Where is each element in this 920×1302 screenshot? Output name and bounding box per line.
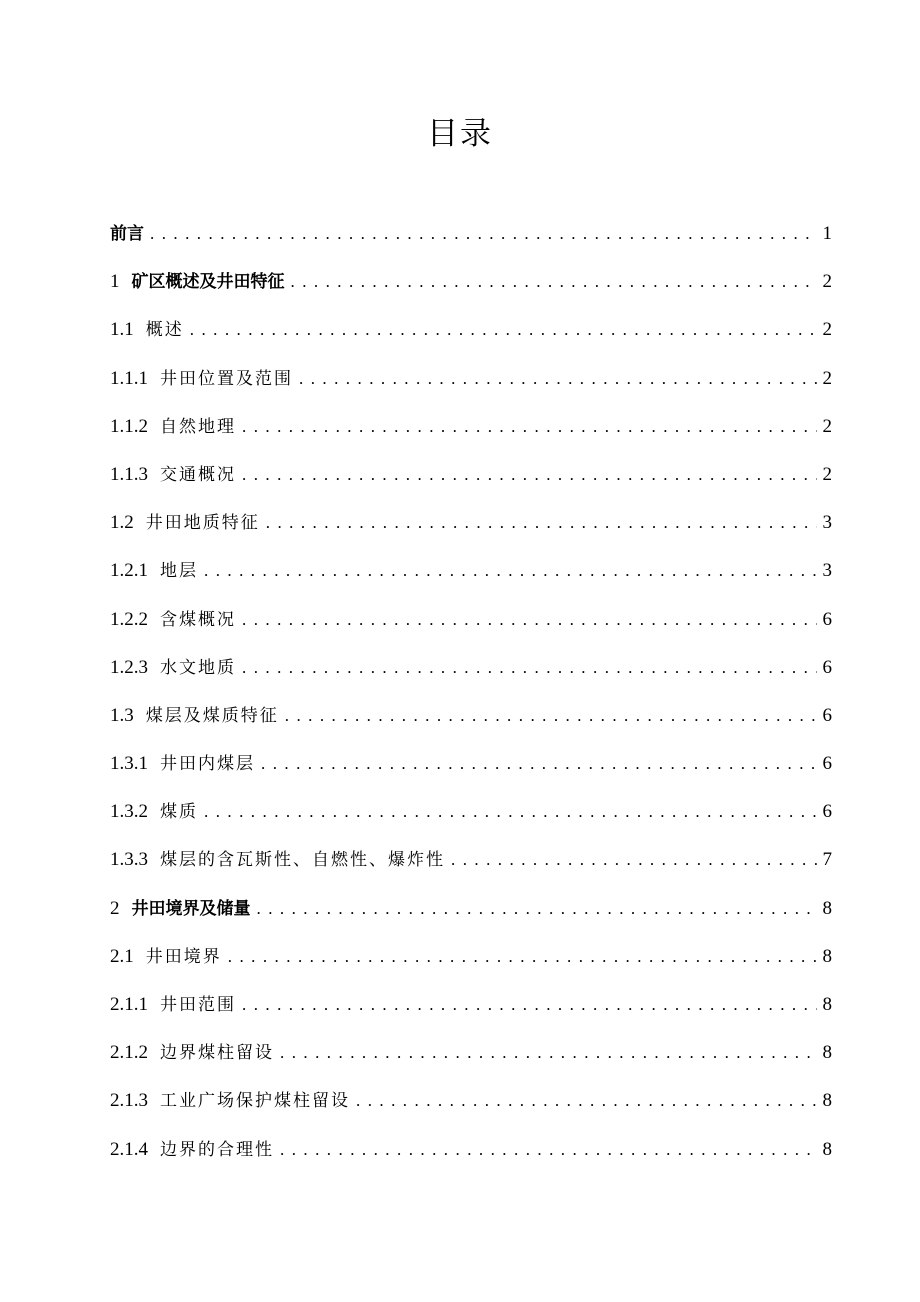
table-of-contents bbox=[110, 210, 832, 1174]
toc-entry-title: 煤层的含瓦斯性、自燃性、爆炸性 bbox=[160, 850, 445, 871]
toc-entry-number: 2.1 bbox=[110, 945, 134, 967]
toc-entry-number: 1.1.3 bbox=[110, 463, 148, 485]
toc-entry-number: 2.1.4 bbox=[110, 1138, 148, 1160]
toc-entry-page-number: 3 bbox=[822, 560, 832, 582]
toc-entry-title: 交通概况 bbox=[160, 464, 236, 485]
toc-entry-page-number: 6 bbox=[822, 656, 832, 678]
toc-entry-title: 井田境界 bbox=[145, 946, 222, 967]
toc-entry-page-number: 6 bbox=[822, 608, 832, 630]
toc-entry-number: 1.1.1 bbox=[110, 367, 148, 389]
toc-entry-number: 1.3 bbox=[110, 704, 134, 726]
dot-leader bbox=[242, 981, 817, 1029]
toc-entry-title: 含煤概况 bbox=[160, 609, 236, 630]
dot-leader bbox=[261, 740, 817, 788]
toc-entry-number: 1.2.1 bbox=[110, 560, 148, 582]
toc-entry-number: 1 bbox=[110, 271, 120, 293]
toc-entry-page-number: 6 bbox=[822, 753, 832, 775]
toc-entry-title: 井田境界及储量 bbox=[131, 898, 251, 919]
toc-entry-title: 概述 bbox=[145, 320, 184, 341]
toc-entry-number: 1.1 bbox=[110, 319, 134, 341]
toc-entry-number: 2.1.2 bbox=[110, 1042, 148, 1064]
toc-entry-title: 边界煤柱留设 bbox=[160, 1043, 274, 1064]
toc-entry[interactable] bbox=[110, 836, 832, 884]
dot-leader bbox=[190, 306, 817, 354]
toc-entry[interactable] bbox=[110, 981, 832, 1029]
toc-entry-page-number: 3 bbox=[822, 512, 832, 534]
dot-leader bbox=[150, 210, 817, 258]
toc-entry-number: 1.2 bbox=[110, 512, 134, 534]
toc-entry-title: 水文地质 bbox=[160, 657, 236, 678]
toc-entry[interactable] bbox=[110, 1077, 832, 1125]
dot-leader bbox=[228, 933, 817, 981]
toc-entry-number: 1.2.2 bbox=[110, 608, 148, 630]
toc-entry[interactable] bbox=[110, 933, 832, 981]
dot-leader bbox=[204, 547, 817, 595]
toc-entry-page-number: 2 bbox=[822, 271, 832, 293]
toc-entry-page-number: 8 bbox=[822, 1138, 832, 1160]
dot-leader bbox=[280, 1126, 817, 1174]
dot-leader bbox=[242, 644, 817, 692]
toc-entry-page-number: 2 bbox=[822, 367, 832, 389]
toc-entry[interactable] bbox=[110, 1126, 832, 1174]
toc-entry[interactable] bbox=[110, 210, 832, 258]
toc-entry-page-number: 8 bbox=[822, 945, 832, 967]
toc-entry-page-number: 1 bbox=[822, 223, 832, 244]
toc-entry-number: 2 bbox=[110, 897, 120, 919]
toc-entry[interactable] bbox=[110, 306, 832, 354]
toc-entry[interactable] bbox=[110, 499, 832, 547]
toc-entry[interactable] bbox=[110, 644, 832, 692]
dot-leader bbox=[280, 1029, 817, 1077]
toc-entry[interactable] bbox=[110, 1029, 832, 1077]
toc-entry-title: 煤层及煤质特征 bbox=[145, 705, 279, 726]
dot-leader bbox=[451, 836, 817, 884]
toc-entry[interactable] bbox=[110, 258, 832, 306]
dot-leader bbox=[257, 885, 817, 933]
toc-entry-title: 井田内煤层 bbox=[160, 754, 255, 775]
toc-entry[interactable] bbox=[110, 596, 832, 644]
toc-entry-title: 煤质 bbox=[160, 802, 198, 823]
toc-entry[interactable] bbox=[110, 355, 832, 403]
page-title: 目录 bbox=[427, 116, 493, 152]
toc-entry-title: 井田范围 bbox=[160, 995, 236, 1015]
toc-entry-title: 井田位置及范围 bbox=[160, 368, 293, 389]
toc-entry-page-number: 8 bbox=[822, 1042, 832, 1064]
toc-entry-number: 1.3.3 bbox=[110, 849, 148, 871]
toc-entry-title: 工业广场保护煤柱留设 bbox=[160, 1091, 350, 1112]
toc-entry-title: 井田地质特征 bbox=[145, 513, 260, 534]
dot-leader bbox=[242, 403, 817, 451]
toc-entry-page-number: 8 bbox=[822, 897, 832, 919]
toc-entry[interactable] bbox=[110, 885, 832, 933]
toc-entry-number: 1.2.3 bbox=[110, 656, 148, 678]
toc-entry[interactable] bbox=[110, 788, 832, 836]
dot-leader bbox=[242, 596, 817, 644]
dot-leader bbox=[356, 1077, 817, 1125]
toc-entry-number: 1.3.1 bbox=[110, 753, 148, 775]
toc-entry-page-number: 6 bbox=[822, 801, 832, 823]
toc-entry-number: 2.1.1 bbox=[110, 994, 148, 1015]
toc-entry[interactable] bbox=[110, 547, 832, 595]
toc-entry-page-number: 2 bbox=[822, 319, 832, 341]
toc-entry-page-number: 8 bbox=[822, 1090, 832, 1112]
toc-entry[interactable] bbox=[110, 692, 832, 740]
toc-entry-page-number: 8 bbox=[822, 994, 832, 1015]
toc-entry-title: 矿区概述及井田特征 bbox=[131, 272, 285, 293]
toc-entry-title: 自然地理 bbox=[160, 416, 236, 437]
dot-leader bbox=[285, 692, 817, 740]
toc-entry-page-number: 2 bbox=[822, 463, 832, 485]
toc-entry-title: 地层 bbox=[160, 561, 198, 582]
toc-entry[interactable] bbox=[110, 451, 832, 499]
dot-leader bbox=[204, 788, 817, 836]
toc-entry-page-number: 7 bbox=[822, 849, 832, 871]
toc-entry-number: 1.1.2 bbox=[110, 415, 148, 437]
toc-entry[interactable] bbox=[110, 740, 832, 788]
dot-leader bbox=[266, 499, 817, 547]
toc-entry-title: 前言 bbox=[110, 224, 144, 244]
toc-entry-page-number: 2 bbox=[822, 415, 832, 437]
dot-leader bbox=[291, 258, 817, 306]
toc-entry[interactable] bbox=[110, 403, 832, 451]
toc-entry-page-number: 6 bbox=[822, 704, 832, 726]
dot-leader bbox=[299, 355, 817, 403]
toc-entry-number: 2.1.3 bbox=[110, 1090, 148, 1112]
dot-leader bbox=[242, 451, 817, 499]
toc-entry-title: 边界的合理性 bbox=[160, 1139, 274, 1160]
toc-entry-number: 1.3.2 bbox=[110, 801, 148, 823]
